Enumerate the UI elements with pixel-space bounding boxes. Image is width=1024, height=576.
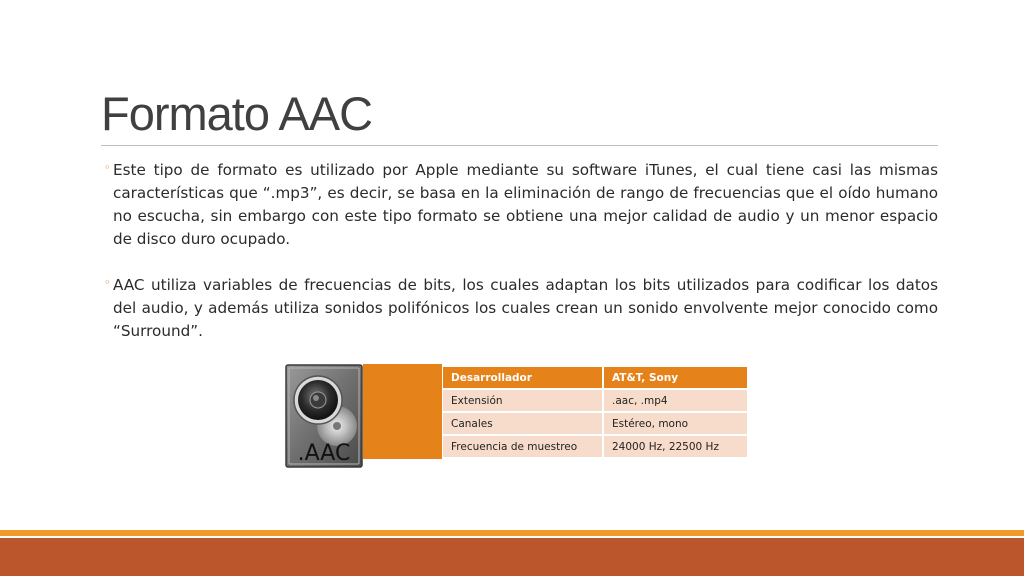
bullet-marker-icon: ◦	[104, 161, 111, 174]
table-cell: 24000 Hz, 22500 Hz	[604, 436, 747, 457]
bullet-item	[104, 274, 938, 343]
aac-icon-label: .AAC	[297, 441, 351, 466]
bullet-list	[104, 159, 938, 343]
table-header-cell: Desarrollador	[443, 367, 604, 388]
table-cell: Extensión	[443, 390, 604, 411]
slide-title: Formato AAC	[101, 87, 373, 140]
bullet-item	[104, 159, 938, 251]
table-cell: .aac, .mp4	[604, 390, 747, 411]
footer-accent-stripe	[0, 530, 1024, 536]
bullet-marker-icon: ◦	[104, 276, 111, 289]
table-row	[443, 390, 747, 411]
table-header-cell: AT&T, Sony	[604, 367, 747, 388]
title-divider	[101, 145, 938, 146]
table-cell: Frecuencia de muestreo	[443, 436, 604, 457]
table-header-row	[443, 367, 747, 388]
table-cell: Estéreo, mono	[604, 413, 747, 434]
table-row	[443, 436, 747, 457]
aac-file-icon	[285, 364, 363, 468]
footer-bar	[0, 538, 1024, 576]
bullet-text: AAC utiliza variables de frecuencias de bits, los cuales adaptan los bits utilizados para codificar los datos del audio, y además utiliza sonidos polifónicos los cuales crean un sonido envolvente mejor conocido como “Surround”.	[113, 276, 938, 340]
accent-block	[363, 364, 442, 459]
format-info-table	[443, 365, 747, 459]
table-row	[443, 413, 747, 434]
bullet-text: Este tipo de formato es utilizado por Apple mediante su software iTunes, el cual tiene casi las mismas características que “.mp3”, es decir, se basa en la eliminación de rango de frecuencias que el oído humano no escucha, sin embargo con este tipo formato se obtiene una mejor calidad de audio y un menor espacio de disco duro ocupado.	[113, 161, 938, 248]
table-cell: Canales	[443, 413, 604, 434]
